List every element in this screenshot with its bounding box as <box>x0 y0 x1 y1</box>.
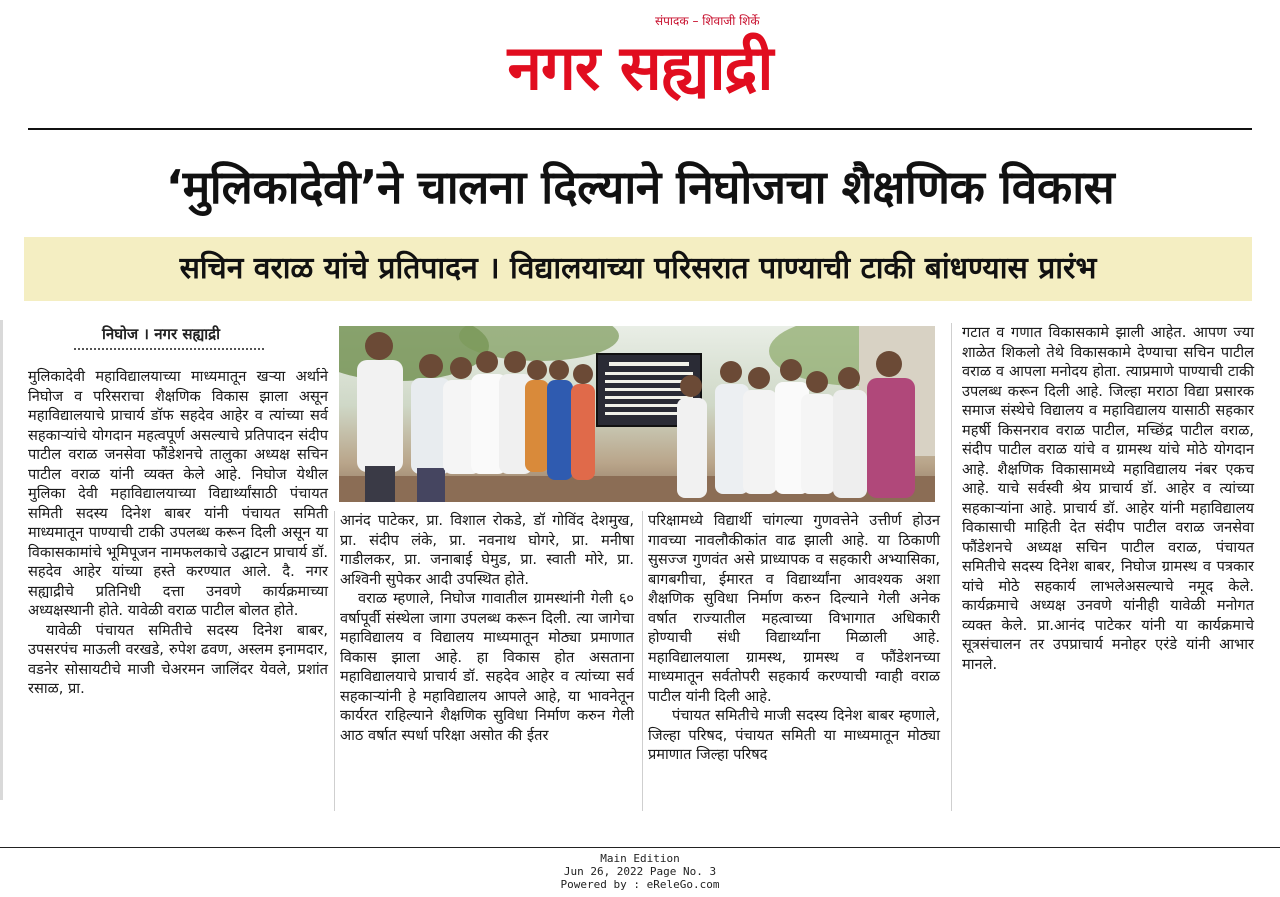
article-paragraph: पंचायत समितीचे माजी सदस्य दिनेश बाबर म्हणाले, जिल्हा परिषद, पंचायत समिती या माध्यमातून मोठ्या प्रमाणात जिल्हा परिषद <box>648 707 940 763</box>
page-footer <box>0 852 1280 891</box>
headline: ‘मुलिकादेवी’ने चालना दिल्याने निघोजचा शैक्षणिक विकास <box>165 160 1115 214</box>
column-divider <box>951 323 952 811</box>
article-paragraph: परिक्षामध्ये विद्यार्थी चांगल्या गुणवत्तेने उत्तीर्ण होउन गावच्या नावलौकीकांत वाढ झाली आहे. या ठिकाणी सुसज्ज गुणवंत असे प्राध्यापक व सहकारी अभ्यासिका, बागबगीचा, ईमारत व विद्यार्थ्यांना आवश्यक अशा शैक्षणिक सुविधा निर्माण करुन दिल्याने गेली अनेक वर्षात राज्यातील महत्वाच्या विभागात अधिकारी होण्याची संधी विद्यार्थ्यांना मिळाली आहे. महाविद्यालयाला ग्रामस्थ, ग्रामस्थ व फौंडेशनच्या माध्यमातून सर्वतोपरी सहकार्य करण्याची ग्वाही वराळ पाटील यांनी दिली आहे. <box>648 512 940 705</box>
article-column-1 <box>28 367 328 699</box>
article-paragraph: गटात व गणात विकासकामे झाली आहेत. आपण ज्या शाळेत शिकलो तेथे विकासकामे देण्याचा सचिन पाटील वराळ व आपला मनोदय होता. त्याप्रमाणे पाण्याची टाकी उपलब्ध करून दिली आहे. जिल्हा मराठा विद्या प्रसारक समाज संस्थेचे विद्यालय व महाविद्यालय यासाठी सहकार महर्षी किसनराव वराळ पाटील, मच्छिंद्र पाटील वराळ, संदीप पाटील वराळ यांचे व ग्रामस्थ यांचे मोठे योगदान आहे. शैक्षणिक विकासामध्ये महाविद्यालय नंबर एकच आहे. याचे सर्वस्वी श्रेय प्राचार्य डॉ. आहेर व त्यांच्या सहकाऱ्यांना आहे. प्राचार्य डॉ. आहेर यांनी महाविद्यालय विकासाची माहिती देत संदीप पाटील वराळ जनसेवा फौंडेशनचे अध्यक्ष सचिन पाटील वराळ, पंचायत समितीचे सदस्य दिनेश बाबर, निघोज ग्रामस्थ व पत्रकार यांचे मोठे सहकार्य लाभलेअसल्याचे नमूद केले. कार्यक्रमाचे अध्यक्ष उनवणे यांनीही यावेळी मनोगत व्यक्त केले. प्रा.आनंद पाटेकर यांनी या कार्यक्रमाचे सूत्रसंचालन तर उपप्राचार्य मनोहर एरंडे यांनी आभार मानले. <box>962 324 1254 673</box>
article-column-4 <box>962 323 1254 674</box>
editor-credit: संपादक – शिवाजी शिर्के <box>655 14 760 28</box>
footer-divider <box>0 847 1280 848</box>
dateline: निघोज । नगर सह्याद्री <box>102 325 221 343</box>
article-column-2 <box>340 511 634 745</box>
subheadline: सचिन वराळ यांचे प्रतिपादन । विद्यालयाच्या परिसरात पाण्याची टाकी बांधण्यास प्रारंभ <box>179 251 1097 286</box>
photo-illustration <box>339 326 935 502</box>
article-paragraph: वराळ म्हणाले, निघोज गावातील ग्रामस्थांनी गेली ६० वर्षापूर्वी संस्थेला जागा उपलब्ध करून दिली. त्या जागेचा महाविद्यालय व विद्यालय माध्यमातून मोठ्या प्रमाणात विकास झाला आहे. हा विकास होत असताना महाविद्यालयाचे प्राचार्य डॉ. सहदेव आहेर व त्यांच्या सर्व सहकाऱ्यांनी हे महाविद्यालय आपले आहे, या भावनेतून कार्यरत राहिल्याने शैक्षणिक सुविधा निर्माण करुन गेली आठ वर्षात स्पर्धा परिक्षा असोत की ईतर <box>340 590 634 744</box>
column-divider <box>334 511 335 811</box>
masthead <box>0 0 1280 118</box>
edition-label: Main Edition <box>600 852 680 865</box>
event-photo <box>339 326 935 502</box>
logo-text: नगर सह्याद्री <box>507 31 773 104</box>
article-paragraph: आनंद पाटेकर, प्रा. विशाल रोकडे, डॉ गोविंद देशमुख, प्रा. संदीप लंके, प्रा. नवनाथ घोगरे, प्रा. मनीषा गाडीलकर, प्रा. जनाबाई घेमुड, प्रा. स्वाती मोरे, प्रा. अश्विनी सुपेकर आदी उपस्थित होते. <box>340 512 634 588</box>
column-divider <box>642 511 643 811</box>
article-paragraph: यावेळी पंचायत समितीचे सदस्य दिनेश बाबर, उपसरपंच माऊली वरखडे, रुपेश ढवण, अस्लम इनामदार, वडनेर सोसायटीचे माजी चेअरमन जालिंदर येवले, प्रशांत रसाळ, प्रा. <box>28 621 328 697</box>
masthead-divider <box>28 128 1252 130</box>
date-page-label: Jun 26, 2022 Page No. 3 <box>563 865 717 878</box>
page-edge-mark <box>0 320 3 800</box>
dateline-underline <box>74 348 264 350</box>
powered-by-link[interactable]: Powered by : eReleGo.com <box>560 878 720 891</box>
article-column-3 <box>648 511 940 765</box>
newspaper-logo <box>445 18 835 113</box>
article-paragraph: मुलिकादेवी महाविद्यालयाच्या माध्यमातून खऱ्या अर्थाने निघोज व परिसराचा शैक्षणिक विकास झाला असून महाविद्यालयाचे प्राचार्य डॉफ सहदेव आहेर व त्यांच्या सर्व सहकाऱ्यांचे योगदान महत्वपूर्ण असल्याचे प्रतिपादन संदीप पाटील वराळ जनसेवा फौंडेशनचे तालुका अध्यक्ष सचिन पाटील वराळ यांनी व्यक्त केले आहे. निघोज येथील मुलिका देवी महाविद्यालयाच्या विद्यार्थ्यांसाठी पंचायत समिती सदस्य दिनेश बाबर यांनी पंचायत समिती माध्यमातून पाण्याची टाकी उपलब्ध करून दिली असून या विकासकामांचे भूमिपूजन नामफलकाचे उद्घाटन प्राचार्य डॉ. सहदेव आहेर यांच्या हस्ते करण्यात आले. दै. नगर सह्याद्रीचे प्रतिनिधी दत्ता उनवणे कार्यक्रमाच्या अध्यक्षस्थानी होते. यावेळी वराळ पाटील बोलत होते. <box>28 368 328 619</box>
